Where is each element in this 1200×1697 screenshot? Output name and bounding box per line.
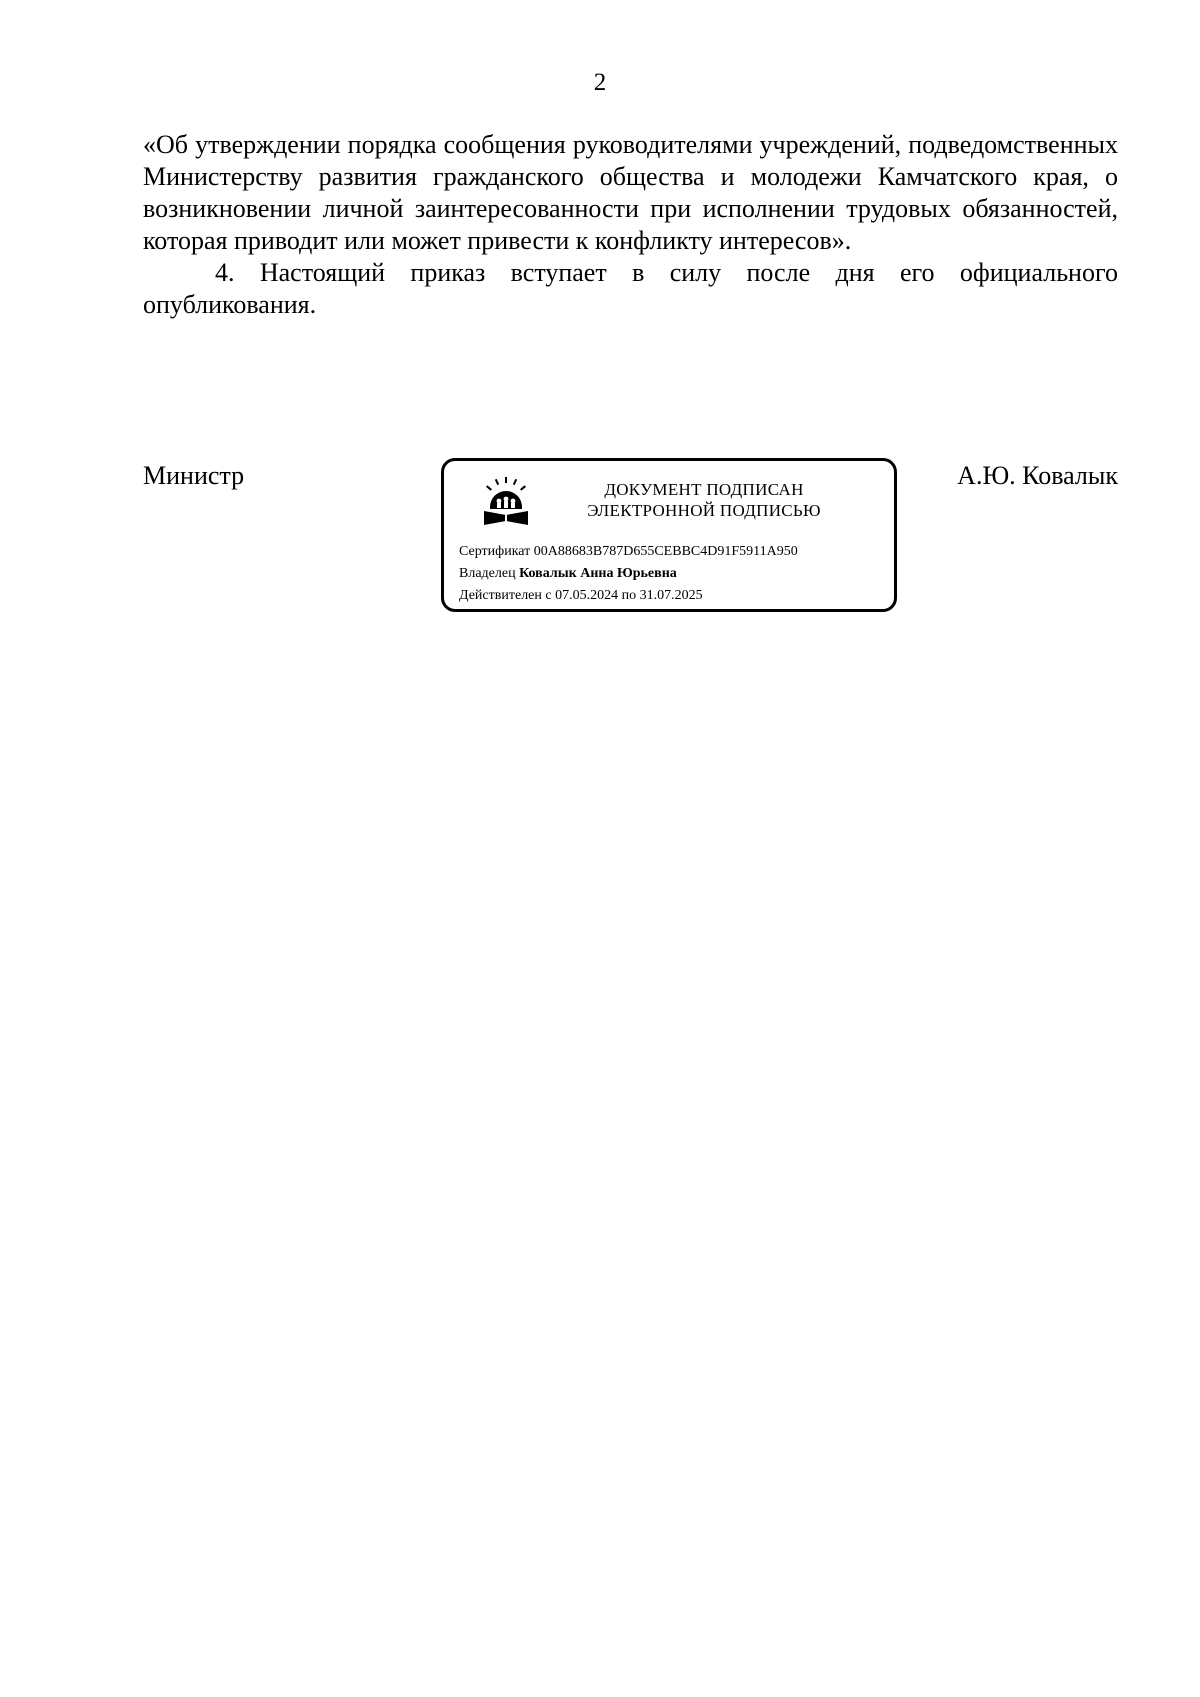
- stamp-heading-line-2: ЭЛЕКТРОННОЙ ПОДПИСЬЮ: [587, 501, 821, 520]
- document-body: [143, 129, 1118, 321]
- stamp-heading: [554, 479, 854, 521]
- valid-to-date: 31.07.2025: [639, 588, 703, 603]
- kamchatka-emblem-icon: [480, 477, 532, 529]
- electronic-signature-stamp: [441, 458, 897, 612]
- stamp-details: [459, 541, 889, 607]
- valid-from-label: Действителен с: [459, 588, 552, 603]
- owner-value: Ковалык Анна Юрьевна: [519, 566, 677, 581]
- signatory-title: Министр: [143, 461, 245, 490]
- signatory-name: А.Ю. Ковалык: [957, 461, 1118, 490]
- stamp-validity-row: [459, 585, 889, 607]
- stamp-certificate-row: [459, 541, 889, 563]
- owner-label: Владелец: [459, 566, 516, 581]
- valid-from-date: 07.05.2024: [555, 588, 619, 603]
- paragraph-effective-date: 4. Настоящий приказ вступает в силу после дня его официального опубликования.: [143, 258, 1118, 319]
- page-number: 2: [593, 69, 607, 96]
- stamp-owner-row: [459, 563, 889, 585]
- stamp-heading-line-1: ДОКУМЕНТ ПОДПИСАН: [604, 480, 804, 499]
- certificate-value: 00A88683B787D655CEBBC4D91F5911A950: [533, 544, 798, 559]
- paragraph-order-title: «Об утверждении порядка сообщения руководителями учреждений, подведомственных Министерству развития гражданского общества и молодежи Камчатского края, о возникновении личной заинтересованности при исполнении трудовых обязанностей, которая приводит или может привести к конфликту интересов».: [143, 130, 1118, 255]
- valid-to-label: по: [621, 588, 637, 603]
- certificate-label: Сертификат: [459, 544, 531, 559]
